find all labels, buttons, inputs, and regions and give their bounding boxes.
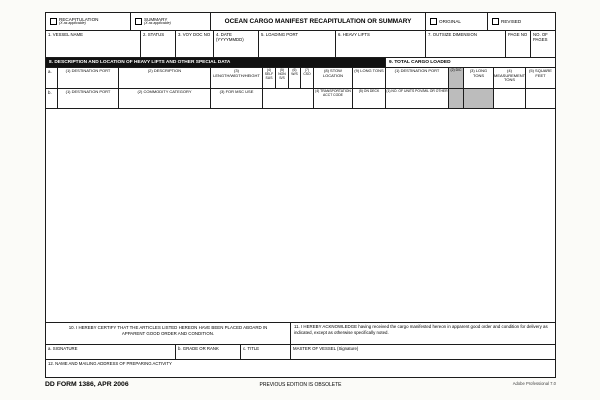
revised-label: REVISED [501,19,522,24]
col-on-deck: (5) ON DECK [353,89,386,108]
signature-row [46,345,555,360]
master-of-vessel-signature-field[interactable] [291,345,555,359]
page-no-label: PAGE NO [508,32,528,37]
row-b-label: b. [46,89,58,108]
heavy-lifts-field[interactable] [336,31,426,57]
col-long-tons: (9) LONG TONS [353,68,386,88]
grade-or-rank-field[interactable] [176,345,241,359]
grade-or-rank-label: b. GRADE OR RANK [178,346,219,351]
heavy-lifts-label: 6. HEAVY LIFTS [338,32,370,37]
col-length-width-height: (3) LENGTH/WIDTH/HEIGHT [211,68,263,88]
preparing-activity-label: 12. NAME AND MAILING ADDRESS OF PREPARING ACTIVITY [48,361,172,366]
col-long-tons-9: (3) LONG TONS [464,68,494,88]
acknowledge-statement: 11. I HEREBY ACKNOWLEDGE having received the cargo manifested hereon in apparent good order and condition for delivery as indicated, except as otherwise specifically noted. [294,324,548,335]
col-self-sus: (4) SELF SUS [263,68,276,88]
column-headers-row-a [46,68,555,89]
outsize-dimension-field[interactable] [426,31,506,57]
revised-option [488,13,555,30]
original-label: ORIGINAL [439,19,461,24]
col-destination-port-a: (1) DESTINATION PORT [58,68,119,88]
recapitulation-label: RECAPITULATION [59,17,99,22]
signature-label: a. SIGNATURE [48,346,78,351]
loading-port-field[interactable] [259,31,336,57]
shaded-cell [464,89,494,108]
recapitulation-checkbox[interactable] [50,18,57,25]
form-footer [45,381,556,388]
recapitulation-option [46,13,131,30]
unused-cell [263,89,314,108]
preparing-activity-row [46,360,555,377]
section9-header: 9. TOTAL CARGO LOADED [389,60,451,65]
col-non-ss: (5) NON S/S [276,68,289,88]
col-commodity-category: (2) COMMODITY CATEGORY [119,89,211,108]
original-checkbox[interactable] [430,18,437,25]
certify-statement: 10. I HEREBY CERTIFY THAT THE ARTICLES LISTED HEREON HAVE BEEN PLACED ABOARD IN APPARENT GOOD ORDER AND CONDITION. [46,323,291,344]
vessel-name-label: 1. VESSEL NAME [48,32,83,37]
status-label: 2. STATUS [143,32,165,37]
form-id: DD FORM 1386, APR 2006 [45,381,129,388]
col-no-of-units: (1) NO. OF UNITS POV/MIL OR OTHER [386,89,449,108]
voy-doc-no-label: 3. VOY DOC NO [178,32,211,37]
dd-form-1386 [45,12,556,378]
col-dc: (2) D/C [449,68,464,88]
section-headers-row [46,58,555,68]
form-header-row [46,13,555,31]
col-stow-location: (8) STOW LOCATION [314,68,353,88]
shaded-cell [449,89,464,108]
col-square-feet: (5) SQUARE FEET [529,68,552,78]
recapitulation-note: (X as applicable) [59,21,86,26]
col-destination-port-9: (1) DESTINATION PORT [386,68,449,88]
original-option [426,13,488,30]
summary-label: SUMMARY [144,17,168,22]
cargo-entry-area[interactable] [46,109,555,322]
software-note: Adobe Professional 7.0 [512,381,556,386]
col-measurement-tons: (4) MEASUREMENT TONS [494,68,526,88]
unused-cell [526,89,555,108]
date-format-label: (YYYYMMDD) [216,37,244,43]
vessel-name-field[interactable] [46,31,141,57]
col-transportation-acct-code: (4) TRANSPORTATION ACCT CODE [314,89,353,108]
page-no-field[interactable] [506,31,531,57]
identification-fields-row [46,31,555,58]
col-cso: (7) CSO [301,68,314,88]
edition-note: PREVIOUS EDITION IS OBSOLETE [259,382,342,388]
status-field[interactable] [141,31,176,57]
signature-field[interactable] [46,345,176,359]
summary-option [131,13,211,30]
voy-doc-no-field[interactable] [176,31,214,57]
no-of-pages-label: NO. OF PAGES [533,32,548,43]
row-a-label: a. [46,68,58,88]
col-for-msc-use: (3) FOR MSC USE [211,89,263,108]
certification-row [46,323,555,345]
outsize-dimension-label: 7. OUTSIZE DIMENSION [428,32,477,37]
preparing-activity-field[interactable] [46,360,555,377]
form-title: OCEAN CARGO MANIFEST RECAPITULATION OR SUMMARY [211,13,426,30]
no-of-pages-field[interactable] [531,31,555,57]
section8-header: 8. DESCRIPTION AND LOCATION OF HEAVY LIFTS AND OTHER SPECIAL DATA [46,58,386,67]
col-description: (2) DESCRIPTION [119,68,211,88]
loading-port-label: 5. LOADING PORT [261,32,299,37]
title-field[interactable] [241,345,291,359]
date-label: 4. DATE [216,32,232,37]
column-headers-row-b [46,89,555,109]
col-ws: (6) W/S [289,68,301,88]
cargo-entry-area-row [46,109,555,323]
date-field[interactable] [214,31,259,57]
unused-cell [494,89,526,108]
title-label: c. TITLE [243,346,260,351]
summary-note: (X as applicable) [144,21,171,26]
revised-checkbox[interactable] [492,18,499,25]
master-of-vessel-label: MASTER OF VESSEL (Signature) [293,346,359,351]
col-destination-port-b: (1) DESTINATION PORT [58,89,119,108]
summary-checkbox[interactable] [135,18,142,25]
